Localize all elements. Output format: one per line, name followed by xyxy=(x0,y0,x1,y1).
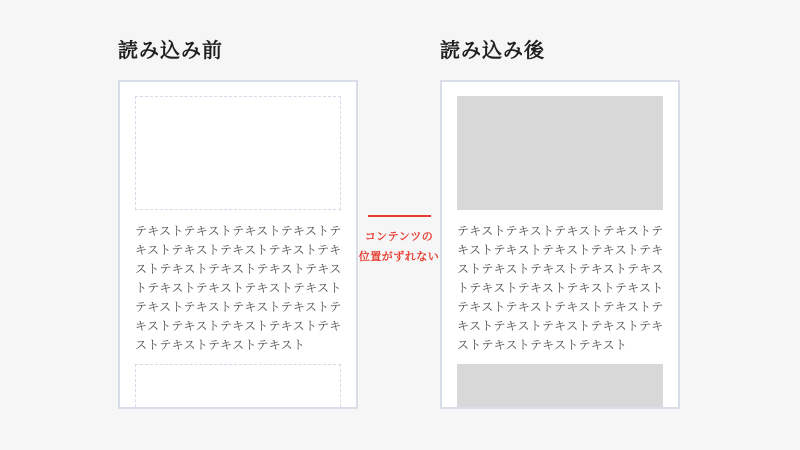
annotation-underline xyxy=(368,215,431,217)
text-line: ストテキストテキストテキストテキス xyxy=(457,262,663,276)
before-title: 読み込み前 xyxy=(118,38,223,62)
after-card xyxy=(440,80,680,409)
annotation xyxy=(349,215,449,267)
text-line: トテキストテキストテキストテキスト xyxy=(457,281,663,295)
text-line: テキストテキストテキストテキストテ xyxy=(457,300,663,314)
loaded-image-bottom xyxy=(457,364,663,409)
image-placeholder-top xyxy=(135,96,341,210)
image-placeholder-bottom xyxy=(135,364,341,409)
text-line: キストテキストテキストテキストテキ xyxy=(457,243,663,257)
text-line: トテキストテキストテキストテキスト xyxy=(135,281,341,295)
body-text-after xyxy=(457,222,663,355)
text-line: ストテキストテキストテキスト xyxy=(457,338,628,352)
text-line: ストテキストテキストテキストテキス xyxy=(135,262,341,276)
body-text-before xyxy=(135,222,341,355)
text-line: テキストテキストテキストテキストテ xyxy=(135,300,341,314)
text-line: キストテキストテキストテキストテキ xyxy=(135,319,341,333)
annotation-text-line2: 位置がずれない xyxy=(358,250,440,263)
text-line: テキストテキストテキストテキストテ xyxy=(135,224,341,238)
annotation-text-line1: コンテンツの xyxy=(364,230,434,243)
text-line: テキストテキストテキストテキストテ xyxy=(457,224,663,238)
before-card xyxy=(118,80,358,409)
text-line: キストテキストテキストテキストテキ xyxy=(135,243,341,257)
text-line: キストテキストテキストテキストテキ xyxy=(457,319,663,333)
text-line: ストテキストテキストテキスト xyxy=(135,338,306,352)
after-title: 読み込み後 xyxy=(440,38,545,62)
loaded-image-top xyxy=(457,96,663,210)
